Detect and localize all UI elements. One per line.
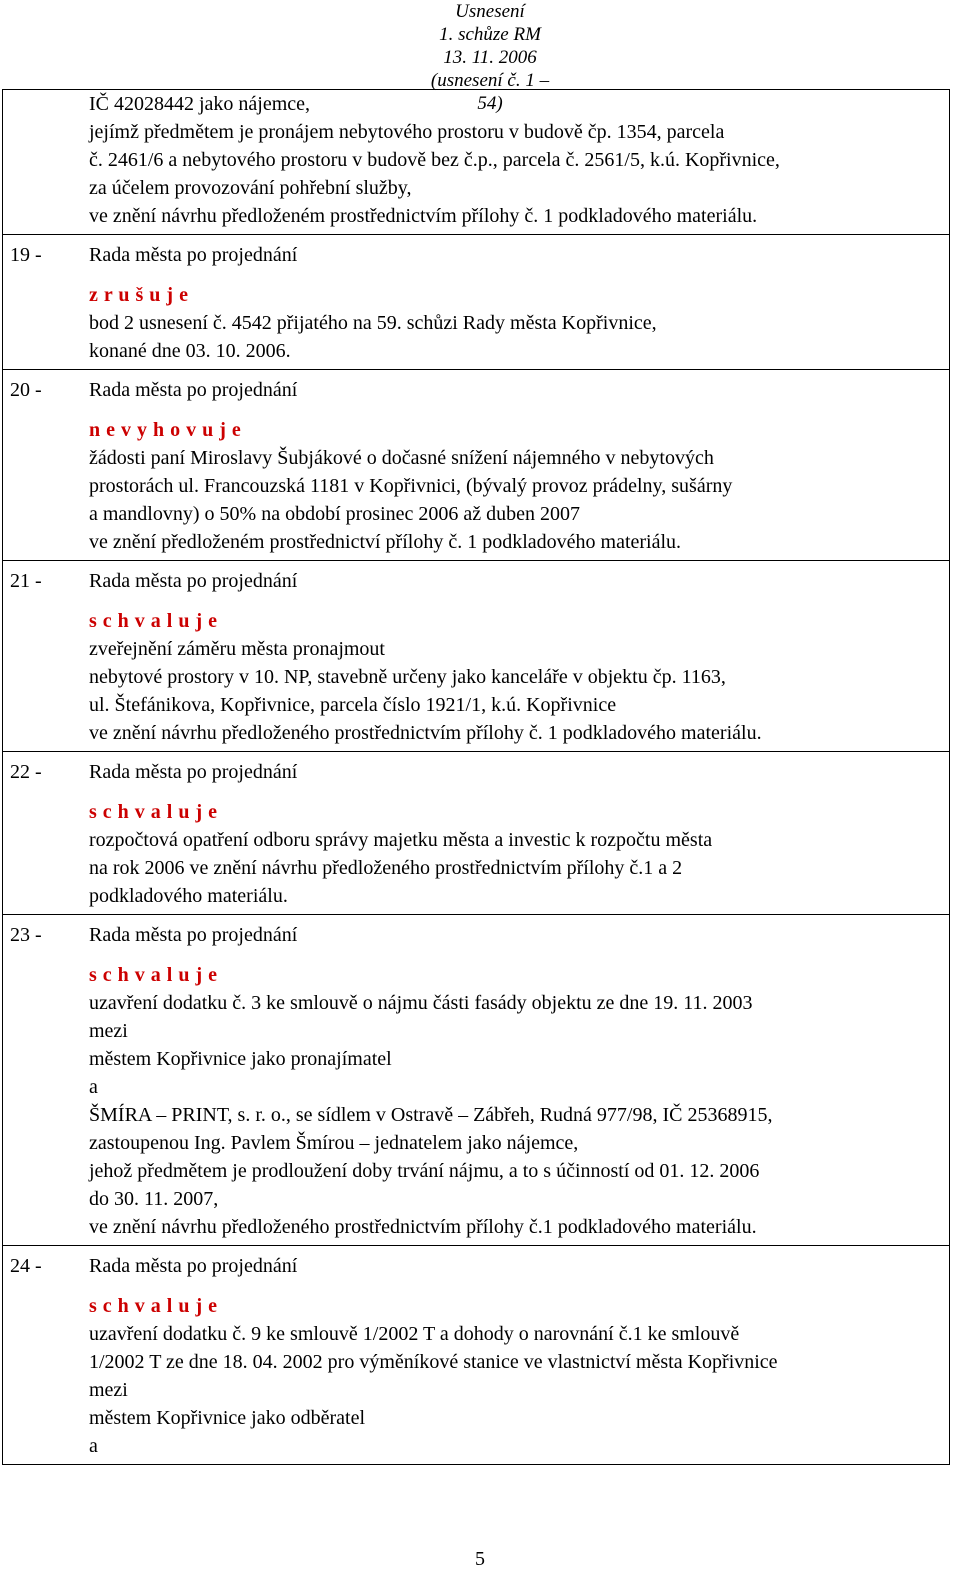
resolution-line: konané dne 03. 10. 2006. [89,340,291,362]
header-title: Usnesení [455,1,525,22]
resolution-verb: z r u š u j e [89,284,189,306]
resolution-verb: s c h v a l u j e [89,610,218,632]
resolution-number: 19 - [10,244,42,266]
resolution-title: Rada města po projednání [89,1255,298,1277]
resolution-line: ŠMÍRA – PRINT, s. r. o., se sídlem v Ostravě – Zábřeh, Rudná 977/98, IČ 25368915, [89,1104,773,1126]
resolution-line: bod 2 usnesení č. 4542 přijatého na 59. schůzi Rady města Kopřivnice, [89,312,657,334]
resolution-heading [3,241,949,269]
resolution-21 [3,560,949,751]
resolution-line: uzavření dodatku č. 9 ke smlouvě 1/2002 T a dohody o narovnání č.1 ke smlouvě [89,1323,740,1345]
resolution-line: městem Kopřivnice jako odběratel [89,1407,366,1429]
resolution-title: Rada města po projednání [89,379,298,401]
resolution-number: 24 - [10,1255,42,1277]
resolution-title: Rada města po projednání [89,761,298,783]
resolution-verb: s c h v a l u j e [89,1295,218,1317]
continuation-line: jejímž předmětem je pronájem nebytového prostoru v budově čp. 1354, parcela [89,121,725,143]
resolution-line: a [89,1076,98,1098]
resolution-number: 22 - [10,761,42,783]
resolution-line: nebytové prostory v 10. NP, stavebně určeny jako kanceláře v objektu čp. 1163, [89,666,726,688]
resolution-line: prostorách ul. Francouzská 1181 v Kopřivnici, (bývalý provoz prádelny, sušárny [89,475,733,497]
resolution-heading [3,1252,949,1280]
resolution-verb: n e v y h o v u j e [89,419,242,441]
resolution-heading [3,567,949,595]
resolution-line: do 30. 11. 2007, [89,1188,219,1210]
resolution-number: 21 - [10,570,42,592]
resolution-title: Rada města po projednání [89,924,298,946]
resolution-line: ve znění předloženém prostřednictví přílohy č. 1 podkladového materiálu. [89,531,682,553]
resolution-24 [3,1245,949,1464]
resolution-line: podkladového materiálu. [89,885,288,907]
resolution-line: a [89,1435,98,1457]
resolution-line: jehož předmětem je prodloužení doby trvání nájmu, a to s účinností od 01. 12. 2006 [89,1160,760,1182]
resolution-line: a mandlovny) o 50% na období prosinec 2006 až duben 2007 [89,503,581,525]
continuation-line: ve znění návrhu předloženém prostřednictvím přílohy č. 1 podkladového materiálu. [89,205,758,227]
resolution-heading [3,921,949,949]
resolution-22 [3,751,949,914]
resolution-verb: s c h v a l u j e [89,964,218,986]
resolution-line: zveřejnění záměru města pronajmout [89,638,385,660]
resolution-line: na rok 2006 ve znění návrhu předloženého prostřednictvím přílohy č.1 a 2 [89,857,683,879]
continuation-line: za účelem provozování pohřební služby, [89,177,412,199]
page-number: 5 [475,1548,485,1570]
continuation-block [3,90,949,234]
resolution-line: zastoupenou Ing. Pavlem Šmírou – jednatelem jako nájemce, [89,1132,579,1154]
resolution-title: Rada města po projednání [89,244,298,266]
resolution-number: 20 - [10,379,42,401]
resolution-20 [3,369,949,560]
header-range: (usnesení č. 1 – 54) [430,70,550,114]
resolution-heading [3,758,949,786]
resolution-number: 23 - [10,924,42,946]
resolution-verb: s c h v a l u j e [89,801,218,823]
resolution-line: ve znění návrhu předloženého prostřednictvím přílohy č. 1 podkladového materiálu. [89,722,762,744]
resolution-23 [3,914,949,1245]
resolution-line: městem Kopřivnice jako pronajímatel [89,1048,392,1070]
header-date: 13. 11. 2006 [443,47,537,68]
resolution-line: ve znění návrhu předloženého prostřednictvím přílohy č.1 podkladového materiálu. [89,1216,757,1238]
resolution-line: rozpočtová opatření odboru správy majetku města a investic k rozpočtu města [89,829,713,851]
resolution-19 [3,234,949,369]
resolution-line: mezi [89,1020,128,1042]
resolutions-table [2,89,950,1465]
continuation-line: č. 2461/6 a nebytového prostoru v budově bez č.p., parcela č. 2561/5, k.ú. Kopřivnice, [89,149,780,171]
resolution-line: žádosti paní Miroslavy Šubjákové o dočasné snížení nájemného v nebytových [89,447,714,469]
resolution-line: mezi [89,1379,128,1401]
resolution-line: 1/2002 T ze dne 18. 04. 2002 pro výměníkové stanice ve vlastnictví města Kopřivnice [89,1351,778,1373]
continuation-line: IČ 42028442 jako nájemce, [89,93,311,115]
resolution-line: ul. Štefánikova, Kopřivnice, parcela číslo 1921/1, k.ú. Kopřivnice [89,694,617,716]
resolution-heading [3,376,949,404]
header-meeting: 1. schůze RM [439,24,541,45]
resolution-line: uzavření dodatku č. 3 ke smlouvě o nájmu části fasády objektu ze dne 19. 11. 2003 [89,992,753,1014]
resolution-title: Rada města po projednání [89,570,298,592]
